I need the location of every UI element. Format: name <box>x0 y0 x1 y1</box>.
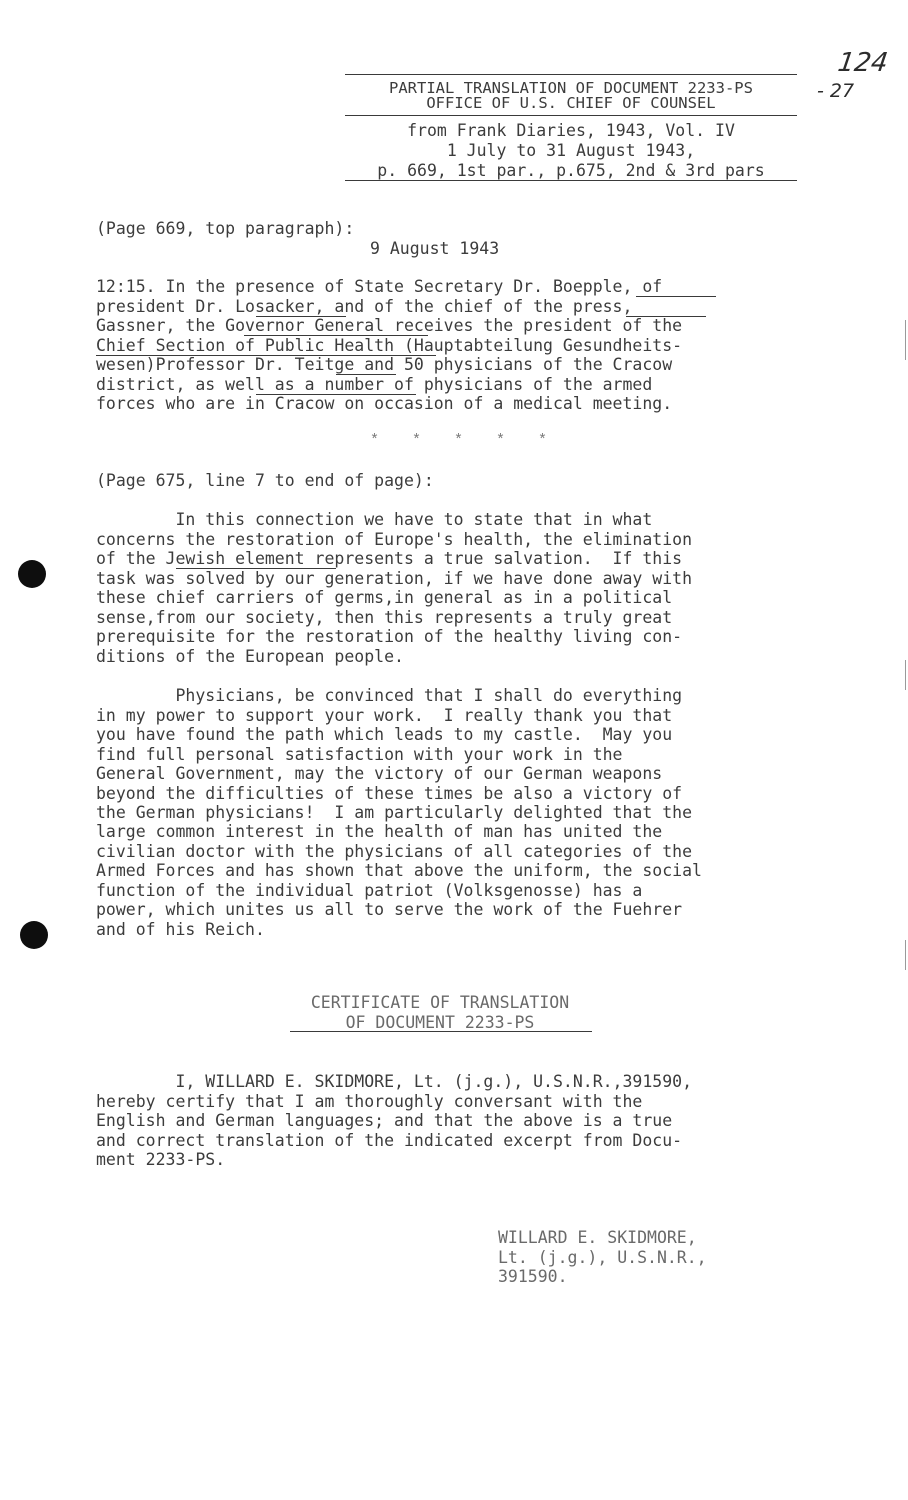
certificate-title-rule <box>290 1031 592 1032</box>
section-2-reference: (Page 675, line 7 to end of page): <box>96 471 434 490</box>
certificate-title: CERTIFICATE OF TRANSLATION <box>310 993 570 1012</box>
punch-hole-upper <box>18 560 46 588</box>
text-line: power, which unites us all to serve the work of the Fuehrer <box>96 900 683 919</box>
signature-name: WILLARD E. SKIDMORE, <box>498 1228 697 1247</box>
text-line: wesen)Professor Dr. Teitge and 50 physicians of the Cracow <box>96 355 673 374</box>
header-source-line-1: from Frank Diaries, 1943, Vol. IV <box>407 121 735 140</box>
underline-jewish-element <box>176 568 336 569</box>
header-top-rule <box>345 74 797 75</box>
text-line: you have found the path which leads to my castle. May you <box>96 725 673 744</box>
header-title: PARTIAL TRANSLATION OF DOCUMENT 2233-PS <box>389 79 753 97</box>
section-separator: * * * * * <box>370 432 560 449</box>
text-line: large common interest in the health of man has united the <box>96 822 663 841</box>
underline-teitge <box>336 374 396 375</box>
text-line: task was solved by our generation, if we have done away with <box>96 569 693 588</box>
text-line: president Dr. Losacker, and of the chief of the press, <box>96 297 633 316</box>
signature-rank: Lt. (j.g.), U.S.N.R., <box>498 1248 707 1267</box>
header-source-line-2: 1 July to 31 August 1943, <box>446 141 696 160</box>
text-line: General Government, may the victory of our German weapons <box>96 764 663 783</box>
scan-edge-mark <box>905 320 907 360</box>
text-line: I, WILLARD E. SKIDMORE, Lt. (j.g.), U.S.N.R.,391590, <box>96 1072 693 1091</box>
section-1-reference: (Page 669, top paragraph): <box>96 219 355 238</box>
text-line: civilian doctor with the physicians of all categories of the <box>96 842 693 861</box>
underline-losacker <box>256 316 346 317</box>
handwritten-page-number: 124 <box>835 48 890 78</box>
text-line: these chief carriers of germs,in general as in a political <box>96 588 673 607</box>
text-line: and correct translation of the indicated excerpt from Docu- <box>96 1131 683 1150</box>
text-line: sense,from our society, then this represents a truly great <box>96 608 673 627</box>
text-line: of the Jewish element represents a true salvation. If this <box>96 549 683 568</box>
text-line: and of his Reich. <box>96 920 265 939</box>
underline-well-as-a-number <box>256 394 416 395</box>
text-line: concerns the restoration of Europe's health, the elimination <box>96 530 693 549</box>
header-office-rule <box>345 115 797 116</box>
text-line: in my power to support your work. I really thank you that <box>96 706 673 725</box>
punch-hole-lower <box>20 921 48 949</box>
text-line: In this connection we have to state that in what <box>96 510 653 529</box>
text-line: ditions of the European people. <box>96 647 404 666</box>
text-line: ment 2233-PS. <box>96 1150 226 1169</box>
text-line: Physicians, be convinced that I shall do everything <box>96 686 683 705</box>
underline-governor-general <box>244 335 428 336</box>
text-line: English and German languages; and that the above is a true <box>96 1111 673 1130</box>
text-line: district, as well as a number of physicians of the armed <box>96 375 653 394</box>
text-line: Armed Forces and has shown that above the uniform, the social <box>96 861 702 880</box>
signature-service-number: 391590. <box>498 1267 568 1286</box>
text-line: 12:15. In the presence of State Secretary Dr. Boepple, of <box>96 277 663 296</box>
underline-boepple <box>636 296 716 297</box>
section-1-date: 9 August 1943 <box>370 239 500 258</box>
text-line: Gassner, the Governor General receives the president of the <box>96 316 683 335</box>
text-line: Chief Section of Public Health (Hauptabteilung Gesundheits- <box>96 336 683 355</box>
text-line: beyond the difficulties of these times be also a victory of <box>96 784 683 803</box>
underline-chief-section <box>96 355 436 356</box>
header-office: OFFICE OF U.S. CHIEF OF COUNSEL <box>426 94 716 112</box>
underline-press <box>626 316 706 317</box>
certificate-subtitle: OF DOCUMENT 2233-PS <box>345 1013 535 1032</box>
text-line: function of the individual patriot (Volksgenosse) has a <box>96 881 643 900</box>
text-line: forces who are in Cracow on occasion of a medical meeting. <box>96 394 673 413</box>
handwritten-doc-suffix: - 27 <box>817 80 855 102</box>
text-line: find full personal satisfaction with your work in the <box>96 745 623 764</box>
header-source-line-3: p. 669, 1st par., p.675, 2nd & 3rd pars <box>377 161 765 180</box>
text-line: hereby certify that I am thoroughly conversant with the <box>96 1092 643 1111</box>
scan-edge-mark <box>905 660 907 690</box>
text-line: prerequisite for the restoration of the healthy living con- <box>96 627 683 646</box>
header-bottom-rule <box>345 180 797 181</box>
scan-edge-mark <box>905 940 907 970</box>
text-line: the German physicians! I am particularly delighted that the <box>96 803 693 822</box>
